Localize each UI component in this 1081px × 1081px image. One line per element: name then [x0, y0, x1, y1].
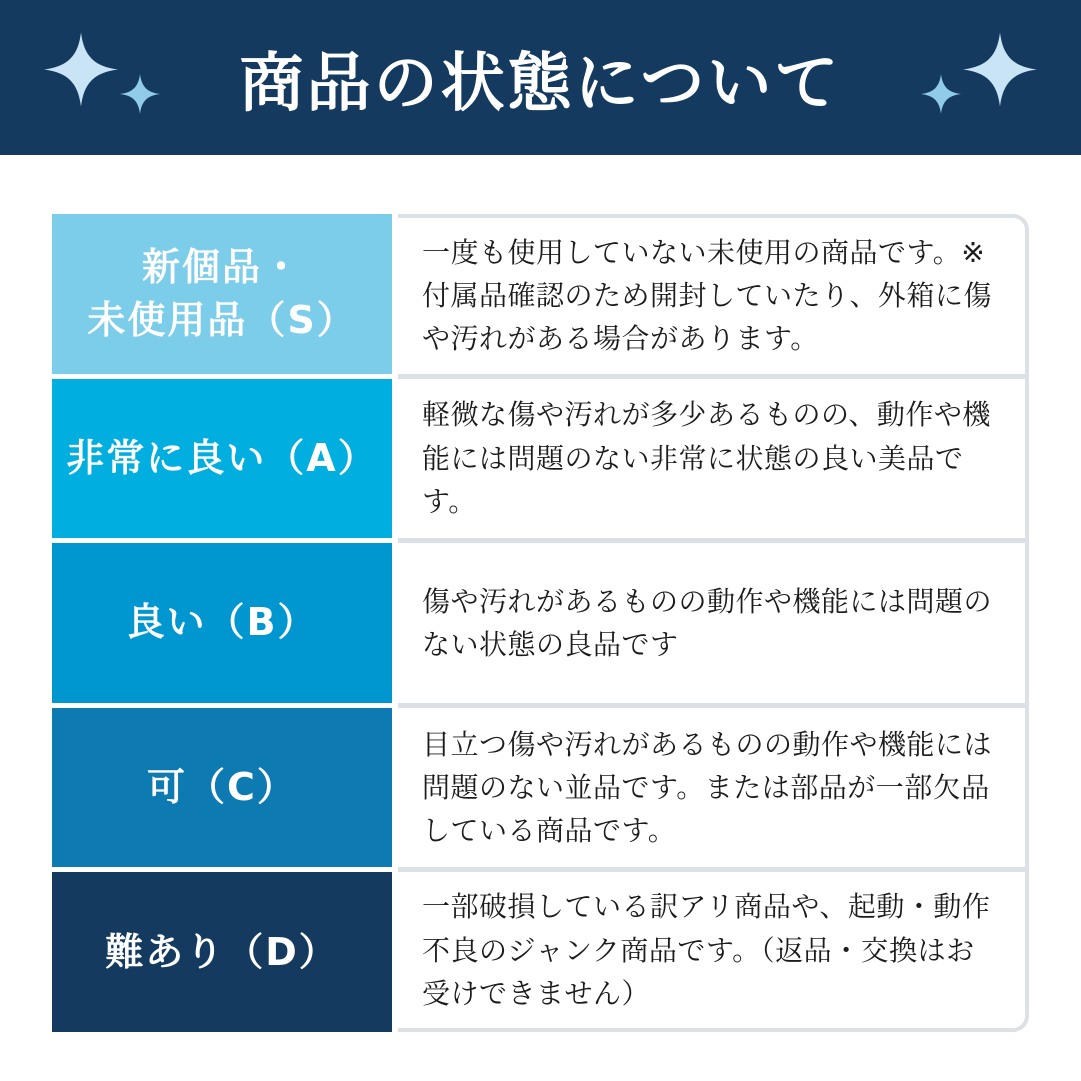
grade-label-cell-b: 良い（B）	[52, 543, 392, 703]
sparkle-icon	[44, 28, 118, 111]
sparkle-icon	[119, 74, 161, 114]
grade-description-c	[398, 708, 1029, 868]
grade-label-cell-s: 新個品・ 未使用品（S）	[52, 214, 392, 374]
grade-label-cell-d: 難あり（D）	[52, 872, 392, 1032]
sparkle-icon	[920, 74, 962, 114]
header-banner	[0, 0, 1081, 155]
grade-description-a	[398, 379, 1029, 539]
grade-label-cell-a: 非常に良い（A）	[52, 379, 392, 539]
description-text: 目立つ傷や汚れがあるものの動作や機能には問題のない並品です。または部品が一部欠品している商品です。	[422, 727, 993, 848]
grade-label-cell-c: 可（C）	[52, 708, 392, 868]
page-title: 商品の状態について	[239, 46, 842, 121]
description-text: 一度も使用していない未使用の商品です。※付属品確認のため開封していたり、外箱に傷や汚れがある場合があります。	[422, 235, 993, 356]
sparkle-icon	[963, 28, 1037, 111]
grade-description-d	[398, 872, 1029, 1032]
description-text: 一部破損している訳アリ商品や、起動・動作不良のジャンク商品です。（返品・交換はお受けできません）	[422, 890, 991, 1010]
description-text: 軽微な傷や汚れが多少あるものの、動作や機能には問題のない非常に状態の良い美品です。	[422, 398, 991, 519]
grade-description-s	[398, 214, 1029, 374]
grade-description-b	[398, 543, 1029, 703]
condition-table	[52, 214, 1029, 1032]
description-text: 傷や汚れがあるものの動作や機能には問題のない状態の良品です	[422, 584, 993, 661]
